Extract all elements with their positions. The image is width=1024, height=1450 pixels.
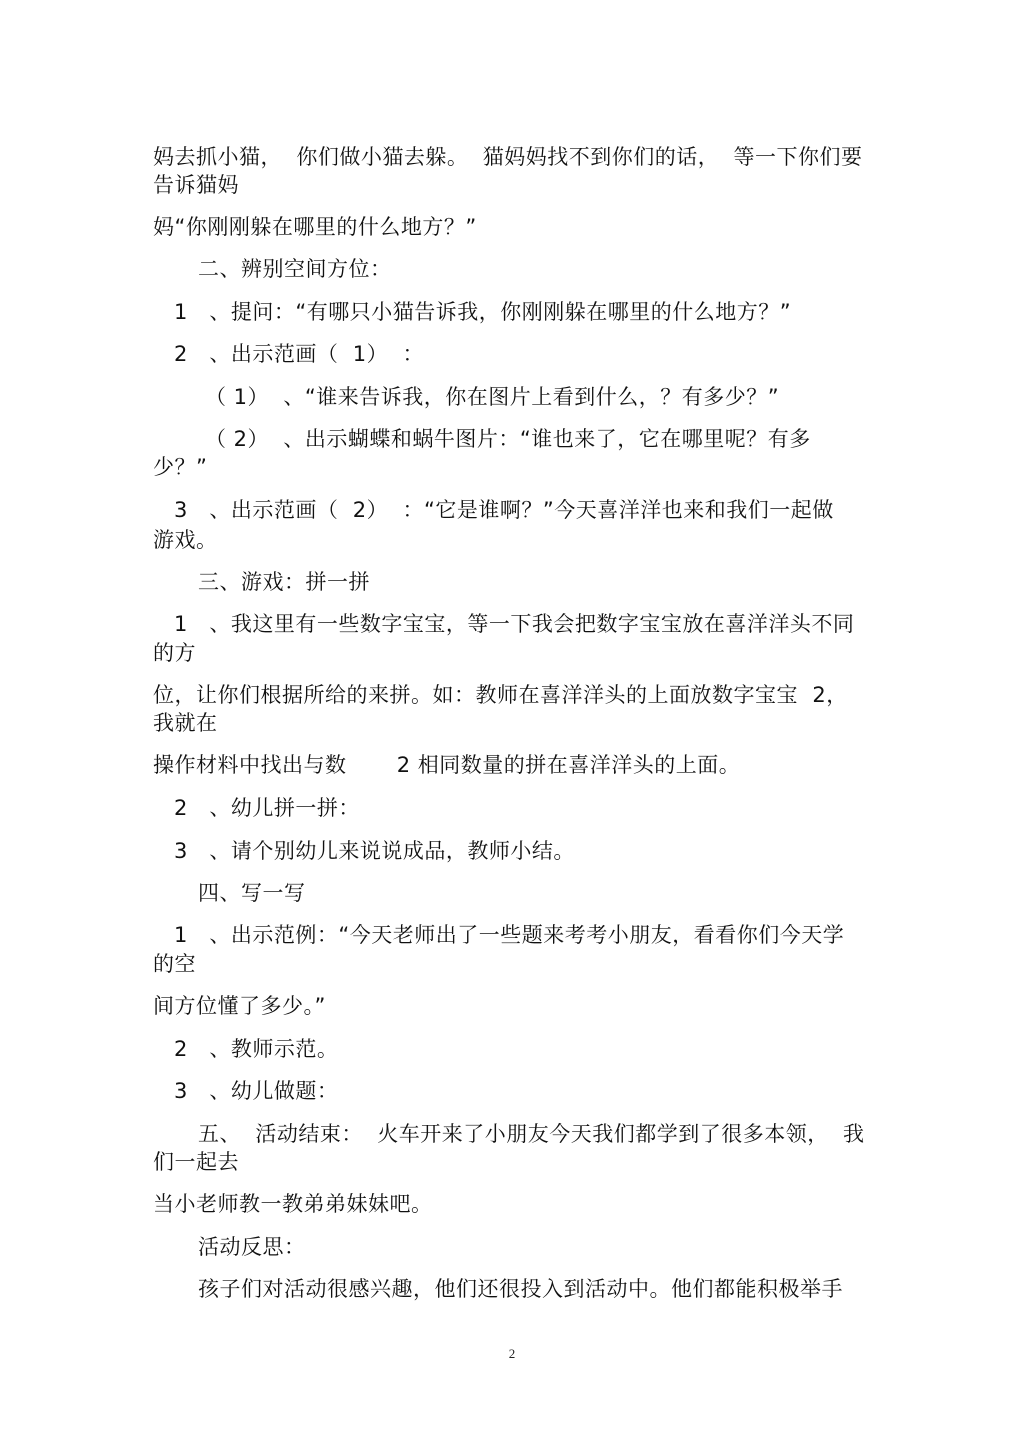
list-item: 2 、教师示范。	[174, 1037, 339, 1061]
section-heading: 五、 活动结束： 火车开来了小朋友今天我们都学到了很多本领， 我	[198, 1122, 865, 1146]
text-line: 妈去抓小猫， 你们做小猫去躲。 猫妈妈找不到你们的话， 等一下你们要	[153, 145, 863, 169]
text-line: 妈“你刚刚躲在哪里的什么地方？”	[153, 215, 477, 239]
section-heading: 活动反思：	[198, 1235, 306, 1259]
text-line: 当小老师教一教弟弟妹妹吧。	[153, 1192, 433, 1216]
list-item: 3 、请个别幼儿来说说成品，教师小结。	[174, 839, 575, 863]
sub-list-item: （ 1） 、“谁来告诉我，你在图片上看到什么，？有多少？”	[205, 385, 780, 409]
text-line: 少？”	[153, 455, 208, 479]
list-item: 1 、我这里有一些数字宝宝，等一下我会把数字宝宝放在喜洋洋头不同	[174, 612, 855, 636]
text-line: 间方位懂了多少。”	[153, 994, 326, 1018]
text-line: 们一起去	[153, 1150, 239, 1174]
list-item: 3 、出示范画（ 2） ：“它是谁啊？”今天喜洋洋也来和我们一起做	[174, 498, 834, 522]
text-line: 孩子们对活动很感兴趣，他们还很投入到活动中。他们都能积极举手	[198, 1277, 843, 1301]
list-item: 3 、幼儿做题：	[174, 1079, 339, 1103]
section-heading: 四、写一写	[198, 881, 306, 905]
list-item: 1 、提问：“有哪只小猫告诉我，你刚刚躲在哪里的什么地方？”	[174, 300, 792, 324]
page-number: 2	[508, 1346, 516, 1361]
list-item: 2 、出示范画（ 1） ：	[174, 342, 424, 366]
list-item: 1 、出示范例：“今天老师出了一些题来考考小朋友，看看你们今天学	[174, 923, 845, 947]
section-heading: 三、游戏：拼一拼	[198, 570, 370, 594]
text-line: 告诉猫妈	[153, 173, 239, 197]
text-line: 位，让你们根据所给的来拼。如：教师在喜洋洋头的上面放数字宝宝 2，	[153, 683, 848, 707]
section-heading: 二、辨别空间方位：	[198, 257, 392, 281]
sub-list-item: （ 2） 、出示蝴蝶和蜗牛图片：“谁也来了，它在哪里呢？有多	[205, 427, 811, 451]
text-line: 我就在	[153, 711, 218, 735]
text-line: 游戏。	[153, 528, 218, 552]
list-item: 2 、幼儿拼一拼：	[174, 796, 360, 820]
text-line: 操作材料中找出与数 2 相同数量的拼在喜洋洋头的上面。	[153, 753, 741, 777]
text-line: 的空	[153, 952, 196, 976]
text-line: 的方	[153, 641, 196, 665]
